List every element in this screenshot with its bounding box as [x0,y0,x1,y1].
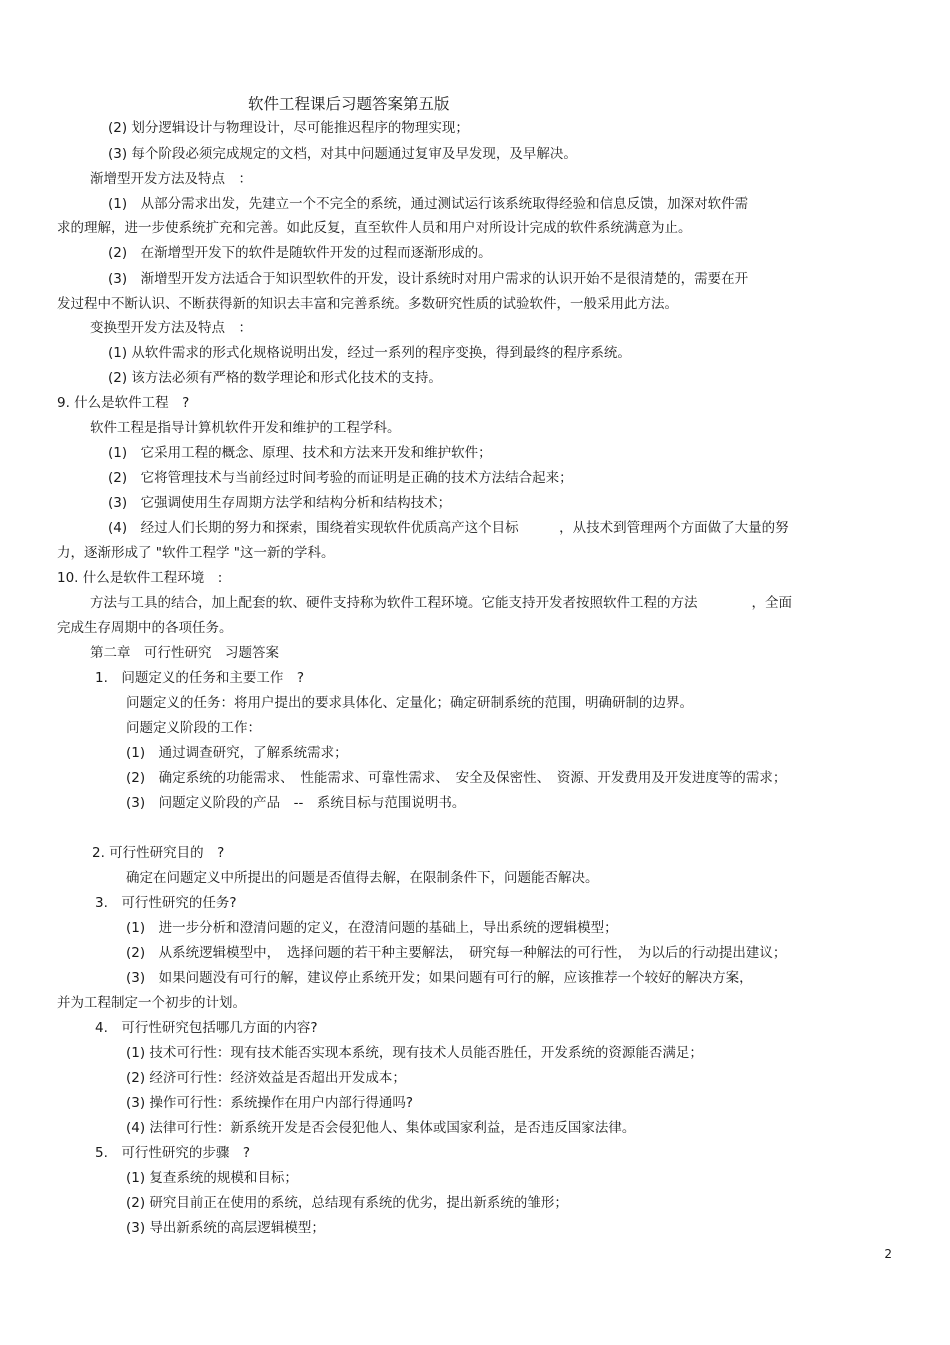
text-line: (2) 它将管理技术与当前经过时间考验的而证明是正确的技术方法结合起来； [108,470,573,486]
text-line: (3) 渐增型开发方法适合于知识型软件的开发，设计系统时对用户需求的认识开始不是很清楚的，需要在开 [108,271,749,287]
text-line: (1) 复查系统的规模和目标； [126,1170,298,1186]
page-title: 软件工程课后习题答案第五版 [248,95,450,113]
text-line: (2) 经济可行性：经济效益是否超出开发成本； [126,1070,406,1086]
question-heading: 3. 可行性研究的任务? [95,895,237,911]
text-line: (1) 进一步分析和澄清问题的定义，在澄清问题的基础上，导出系统的逻辑模型； [126,920,618,936]
question-heading: 4. 可行性研究包括哪几方面的内容? [95,1020,318,1036]
question-heading: 1. 问题定义的任务和主要工作 ? [95,670,305,686]
question-heading: 5. 可行性研究的步骤 ? [95,1145,251,1161]
question-heading: 2. 可行性研究目的 ? [92,845,225,861]
text-line: (2) 该方法必须有严格的数学理论和形式化技术的支持。 [108,370,442,386]
text-line: (3) 如果问题没有可行的解，建议停止系统开发；如果问题有可行的解，应该推荐一个较好的解决方案， [126,970,753,986]
chapter-heading: 第二章 可行性研究 习题答案 [90,645,279,661]
question-heading: 9. 什么是软件工程 ? [57,395,190,411]
question-heading: 10. 什么是软件工程环境 : [57,570,223,586]
text-line: (1) 通过调查研究，了解系统需求； [126,745,348,761]
text-line: (1) 它采用工程的概念、原理、技术和方法来开发和维护软件； [108,445,492,461]
text-line: 力，逐渐形成了 "软件工程学 "这一新的学科。 [57,545,335,561]
text-line: 软件工程是指导计算机软件开发和维护的工程学科。 [90,420,401,436]
text-line: (3) 它强调使用生存周期方法学和结构分析和结构技术； [108,495,452,511]
text-line: 完成生存周期中的各项任务。 [57,620,233,636]
text-line: (1) 技术可行性：现有技术能否实现本系统，现有技术人员能否胜任，开发系统的资源能否满足； [126,1045,703,1061]
text-line: 确定在问题定义中所提出的问题是否值得去解，在限制条件下，问题能否解决。 [126,870,599,886]
page-number: 2 [884,1247,892,1261]
text-line: 发过程中不断认识、不断获得新的知识去丰富和完善系统。多数研究性质的试验软件，一般采用此方法。 [57,296,678,312]
text-line: (4) 经过人们长期的努力和探索，围绕着实现软件优质高产这个目标 ，从技术到管理两个方面做了大量的努 [108,520,789,536]
section-heading: 变换型开发方法及特点 ： [90,320,252,336]
text-line: (3) 操作可行性：系统操作在用户内部行得通吗? [126,1095,414,1111]
text-line: 并为工程制定一个初步的计划。 [57,995,246,1011]
text-line: 问题定义的任务：将用户提出的要求具体化、定量化；确定研制系统的范围，明确研制的边界。 [126,695,693,711]
text-line: (2) 确定系统的功能需求、 性能需求、可靠性需求、 安全及保密性、 资源、开发费用及开发进度等的需求； [126,770,787,786]
section-heading: 渐增型开发方法及特点 ： [90,171,252,187]
text-line: (1) 从部分需求出发，先建立一个不完全的系统，通过测试运行该系统取得经验和信息反馈，加深对软件需 [108,196,749,212]
text-line: (4) 法律可行性：新系统开发是否会侵犯他人、集体或国家利益，是否违反国家法律。 [126,1120,636,1136]
text-line: 方法与工具的结合，加上配套的软、硬件支持称为软件工程环境。它能支持开发者按照软件工程的方法 ，全面 [90,595,792,611]
text-line: (2) 在渐增型开发下的软件是随软件开发的过程而逐渐形成的。 [108,245,492,261]
text-line: 求的理解，进一步使系统扩充和完善。如此反复，直至软件人员和用户对所设计完成的软件系统满意为止。 [57,220,692,236]
text-line: (2) 划分逻辑设计与物理设计，尽可能推迟程序的物理实现； [108,120,469,136]
text-line: (2) 研究目前正在使用的系统，总结现有系统的优劣，提出新系统的雏形； [126,1195,568,1211]
text-line: (3) 问题定义阶段的产品 -- 系统目标与范围说明书。 [126,795,466,811]
text-line: (2) 从系统逻辑模型中， 选择问题的若干种主要解法， 研究每一种解法的可行性， 为以后的行动提出建议； [126,945,787,961]
text-line: (1) 从软件需求的形式化规格说明出发，经过一系列的程序变换，得到最终的程序系统。 [108,345,631,361]
text-line: 问题定义阶段的工作： [126,720,261,736]
text-line: (3) 每个阶段必须完成规定的文档，对其中问题通过复审及早发现，及早解决。 [108,146,577,162]
text-line: (3) 导出新系统的高层逻辑模型； [126,1220,325,1236]
